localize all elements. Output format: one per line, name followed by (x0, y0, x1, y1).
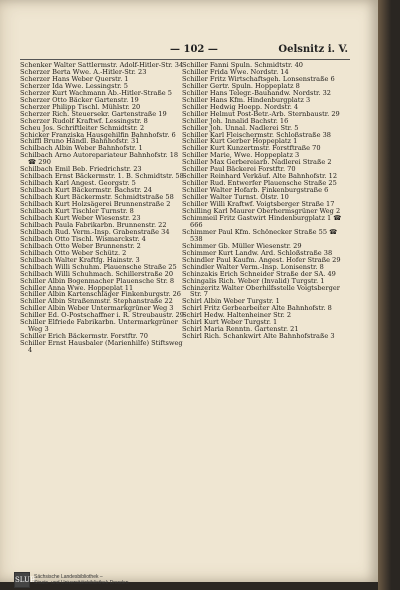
directory-entry: Schilbach Kurt Holzsägerei Brunnenstraße 2 (20, 200, 171, 209)
directory-entry: Schilbach Ernst Bäckermstr. 1. B. Schmidtstr. 58 (20, 172, 184, 181)
directory-entry: Schiller Kurt Gerber Hoppeplatz 1 (182, 137, 298, 146)
directory-entry: Scherzer Otto Bäcker Gartenstr. 19 (20, 95, 139, 104)
page-number: — 102 — (170, 44, 218, 55)
directory-entry: Schiller Reinhard Verkäuf. Alte Bahnhofstr. 12 (182, 172, 338, 181)
directory-entry: Schicker Franziska Hausgehilfin Bahnhofstr. 6 (20, 130, 176, 139)
directory-entry: Schiller Walter Turnst. Ölstr. 10 (182, 193, 289, 202)
directory-entry: Schinzakis Erich Schneider Straße der SA. 49 (182, 269, 336, 278)
directory-entry: Schiller Joh. Innalid Bachstr. 16 (182, 116, 289, 125)
directory-entry: Schiller Albin Bogenmacher Plauensche Str. 8 (20, 276, 175, 285)
directory-entry: Schilbach Willi Schuhm. Plauensche Straße 25 (20, 262, 177, 271)
directory-entry: Schilbach Otto Weber Schütz. 2 (20, 248, 127, 257)
directory-entry: Schilbach Kurt Weber Wiesenstr. 23 (20, 213, 141, 222)
directory-entry: Schiller Erich Bäckermstr. Forstftr. 70 (20, 332, 148, 341)
library-logo: SLUB (14, 572, 30, 588)
directory-entry: Schiller Albin Weber Untermarkgrüner Weg 3 (20, 304, 174, 313)
left-column (20, 62, 186, 354)
directory-entry: Scherzer Hans Weber Querstr. 1 (20, 74, 129, 83)
directory-entry: Schilbach Albin Weber Bahnhofstr. 1 (20, 144, 143, 153)
book-gutter (378, 0, 400, 590)
directory-entry: Schiller Ernst Hausbaler (Marienhilfe) Stiftsweg 4 (20, 339, 183, 355)
directory-entry: Schimmeil Fritz Gastwirt Hindenburgplatz 1 ☎ 666 (182, 213, 342, 229)
directory-entry: Schirl Albin Weber Turgstr. 1 (182, 297, 280, 306)
directory-entry: Schindler Walter Verm.-Insp. Lonisenstr. 8 (182, 262, 324, 271)
directory-entry: Schiller Fanni Spuln. Schmidtstr. 40 (182, 61, 303, 69)
directory-entry: Schiller Hans Kfm. Hindenburgplatz 3 (182, 95, 311, 104)
directory-entry: Scherzer Ida Wwe. Lessingstr. 5 (20, 81, 128, 90)
directory-entry: Schenker Walter Sattlermstr. Adolf-Hitler-Str. 34 (20, 61, 184, 69)
directory-entry: Schiller Max Gerbereiarb. Nadlerei Straße 2 (182, 158, 332, 167)
directory-entry: Schimmer Paul Kfm. Schönecker Straße 55 ☎ 538 (182, 227, 338, 243)
directory-entry: Schiller Marie, Wwe. Hoppeplatz 3 (182, 151, 300, 160)
directory-entry: Schilbach Willi Schuhmach. Schillerstraße 20 (20, 269, 174, 278)
right-column (182, 62, 348, 340)
directory-entry: Schilbach Otto Tischl. Wismarckstr. 4 (20, 234, 146, 243)
directory-entry: Scherzer Rudolf Kraftwf. Lessingstr. 8 (20, 116, 148, 125)
directory-entry: Schilbach Kurt Bäckermstr. Schmidtstraße 58 (20, 193, 174, 202)
directory-entry: Schilbach Walter Kraftfg. Hainstr. 3 (20, 255, 140, 264)
directory-entry: Schiller Joh. Unnal. Nadlerei Str. 5 (182, 123, 299, 132)
library-footer (14, 572, 234, 588)
directory-entry: Schilbach Emil Beb. Friedrichstr. 23 (20, 165, 142, 174)
directory-entry: Schirl Fritz Gerbearbeiter Alte Bahnhofstr. 8 (182, 304, 332, 313)
directory-entry: Schiller Anna Wwe. Hoppeplat 11 (20, 283, 134, 292)
directory-entry: Schimmer Kurt Landw. Ard. Schloßstraße 38 (182, 248, 333, 257)
running-head: Oelsnitz i. V. (278, 44, 348, 55)
directory-entry: Schimmer Gb. Müller Wiesenstr. 29 (182, 241, 302, 250)
directory-entry: Schilbach Karl Angest. Georgstr. 5 (20, 179, 136, 188)
directory-entry: Schirl Kurt Weber Turgstr. 1 (182, 318, 278, 327)
directory-entry: Schiller Hans Telegr.-Bauhandw. Nordstr. 32 (182, 88, 331, 97)
directory-entry: Scherzer Kurt Wachmann Ab.-Hitler-Straße 5 (20, 88, 172, 97)
directory-entry: Schilbach Kurt Tischler Turnstr. 8 (20, 207, 134, 216)
directory-entry: Schiller Gertr. Spuln. Hoppeplatz 8 (182, 81, 300, 90)
directory-entry: Schiller Karl Fleischermstr. Schloßstraße 38 (182, 130, 331, 139)
directory-entry: Schirl Rich. Schankwirt Alte Bahnhofstraße 3 (182, 332, 335, 341)
header-rule (20, 59, 350, 60)
directory-entry: Schilbach Kurt Bäckermstr. Bachstr. 24 (20, 186, 152, 195)
footer-line-1: Sächsische Landesbibliothek – (34, 574, 103, 580)
directory-entry: Schirl Maria Renntn. Gartenstr. 21 (182, 325, 299, 334)
directory-entry: Schilbach Paula Fabrikarbn. Brunnenstr. 22 (20, 220, 167, 229)
directory-entry: Schiller Rud. Entwerfer Plauensche Straße 25 (182, 179, 337, 188)
directory-entry: Schilbach Otto Weber Brunnenstr. 2 (20, 241, 141, 250)
page-header (20, 44, 348, 58)
directory-entry: Schilbach Rud. Verm.-Insp. Grabenstraße 34 (20, 227, 170, 236)
directory-entry: Schiller Kurt Kunzertmstr. Forstftraße 70 (182, 144, 321, 153)
directory-entry: Schiffl Bruno Händl. Bahnhofstr. 31 (20, 137, 140, 146)
directory-entry: Schiller Elfriede Fabrikarbn. Untermarkgrüner Weg 3 (20, 318, 178, 334)
directory-entry: Schiller Willi Kraftwf. Voigtsberger Straße 17 (182, 200, 335, 209)
directory-entry: Scherzer Berta Wwe. A.-Hitler-Str. 23 (20, 67, 147, 76)
directory-entry: Schiller Frida Wwe. Nordstr. 14 (182, 67, 289, 76)
footer-line-2: Staats- und Universitätsbibliothek Dresden (34, 580, 129, 586)
directory-entry: Schindler Paul Kaufm. Angest. Hofer Straße 29 (182, 255, 341, 264)
directory-entry: Schingalis Rich. Weber (Invalid) Turgstr. 1 (182, 276, 325, 285)
directory-entry: Schiller Albin Kartenschläger Finkenburgstr. 26 (20, 290, 181, 299)
directory-entry: Schinzeritz Walter Oberhilfsstelle Voigtsberger Str. 7 (182, 283, 340, 299)
directory-entry: Scherzer Philipp Tischl. Mühlstr. 20 (20, 102, 141, 111)
directory-entry: Schiller Hedwig Hoepp. Nordstr. 4 (182, 102, 299, 111)
directory-entry: Schiller Walter Hofarb. Finkenburgstraße 6 (182, 186, 329, 195)
directory-entry: Schiller Fritz Wirtschaftsgeh. Lonsenstraße 6 (182, 74, 335, 83)
directory-entry: Scherzer Rich. Steuersekr. Gartenstraße 19 (20, 109, 167, 118)
directory-entry: Schiller Paul Bäckerei Forstftr. 70 (182, 165, 296, 174)
directory-entry: Schilling Karl Maurer Oberhermsgrüner Weg 2 (182, 207, 341, 216)
directory-entry: Schiller Albin Straßenmstr. Stephanstraße 22 (20, 297, 173, 306)
directory-entry: Schilbach Arno Autorepariateur Bahnhofstr. 18 ☎ 290 (20, 151, 179, 167)
directory-entry: Schiller Ed. O-Postschaffner i. R. Streubaustr. 29 (20, 311, 184, 320)
directory-entry: Scheu Jos. Schriftleiter Schmidtstr. 2 (20, 123, 145, 132)
directory-entry: Schiller Helmut Post-Betr.-Arb. Sternbaustr. 29 (182, 109, 340, 118)
directory-entry: Schirl Hedw. Haltenheiner Str. 2 (182, 311, 292, 320)
